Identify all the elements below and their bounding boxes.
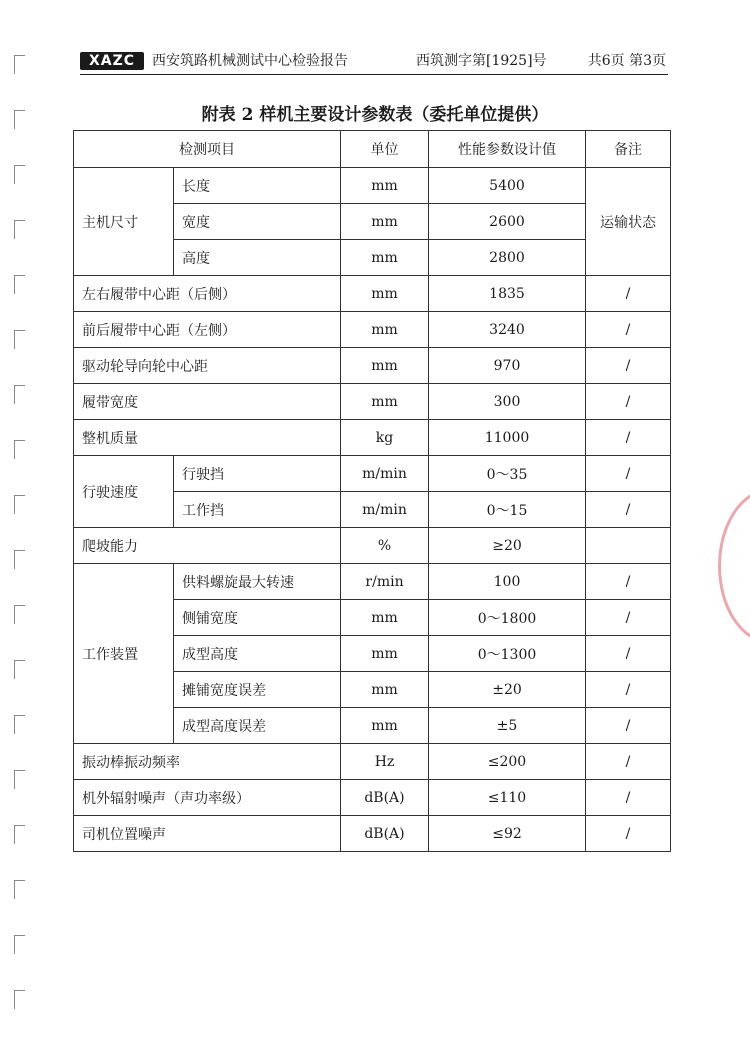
unit-cell: mm xyxy=(341,600,429,636)
binder-mark xyxy=(14,660,25,679)
unit-cell: m/min xyxy=(341,456,429,492)
table-row xyxy=(74,312,671,348)
item-cell: 供料螺旋最大转速 xyxy=(174,564,341,600)
table-header-row xyxy=(74,131,671,168)
item-cell: 高度 xyxy=(174,240,341,276)
value-cell: 0～35 xyxy=(429,456,586,492)
item-cell: 驱动轮导向轮中心距 xyxy=(74,348,341,384)
value-cell: 2800 xyxy=(429,240,586,276)
header-note: 备注 xyxy=(586,131,671,168)
table-title: 附表 2 样机主要设计参数表（委托单位提供） xyxy=(201,105,549,125)
group-cell: 工作装置 xyxy=(74,564,174,744)
unit-cell: mm xyxy=(341,708,429,744)
unit-cell: mm xyxy=(341,240,429,276)
table-row xyxy=(74,816,671,852)
item-cell: 宽度 xyxy=(174,204,341,240)
value-cell: ≥20 xyxy=(429,528,586,564)
unit-cell: mm xyxy=(341,348,429,384)
red-seal-stamp xyxy=(718,488,750,644)
unit-cell: mm xyxy=(341,276,429,312)
item-cell: 行驶挡 xyxy=(174,456,341,492)
note-cell: / xyxy=(586,600,671,636)
unit-cell: m/min xyxy=(341,492,429,528)
table-row xyxy=(74,348,671,384)
unit-cell: Hz xyxy=(341,744,429,780)
table-row xyxy=(74,528,671,564)
item-cell: 工作挡 xyxy=(174,492,341,528)
unit-cell: dB(A) xyxy=(341,816,429,852)
value-cell: ±5 xyxy=(429,708,586,744)
binder-mark xyxy=(14,825,25,844)
note-cell: / xyxy=(586,384,671,420)
binder-mark xyxy=(14,990,25,1009)
table-row xyxy=(74,564,671,600)
value-cell: 100 xyxy=(429,564,586,600)
binder-mark xyxy=(14,385,25,404)
item-cell: 爬坡能力 xyxy=(74,528,341,564)
unit-cell: dB(A) xyxy=(341,780,429,816)
note-cell: / xyxy=(586,348,671,384)
value-cell: 2600 xyxy=(429,204,586,240)
item-cell: 摊铺宽度误差 xyxy=(174,672,341,708)
binder-mark xyxy=(14,330,25,349)
report-header xyxy=(80,52,668,75)
item-cell: 侧铺宽度 xyxy=(174,600,341,636)
unit-cell: mm xyxy=(341,168,429,204)
note-cell: / xyxy=(586,636,671,672)
header-unit: 单位 xyxy=(341,131,429,168)
unit-cell: kg xyxy=(341,420,429,456)
binder-mark xyxy=(14,770,25,789)
value-cell: ≤110 xyxy=(429,780,586,816)
value-cell: ≤200 xyxy=(429,744,586,780)
binder-mark xyxy=(14,165,25,184)
note-cell: / xyxy=(586,564,671,600)
header-item: 检测项目 xyxy=(74,131,341,168)
report-number: 西筑测字第[1925]号 xyxy=(416,53,547,69)
table-row xyxy=(74,384,671,420)
note-cell: / xyxy=(586,420,671,456)
binder-mark xyxy=(14,880,25,899)
unit-cell: mm xyxy=(341,384,429,420)
unit-cell: mm xyxy=(341,204,429,240)
table-row xyxy=(74,420,671,456)
unit-cell: mm xyxy=(341,636,429,672)
group-cell: 行驶速度 xyxy=(74,456,174,528)
note-cell: / xyxy=(586,708,671,744)
value-cell: ±20 xyxy=(429,672,586,708)
item-cell: 成型高度误差 xyxy=(174,708,341,744)
value-cell: 300 xyxy=(429,384,586,420)
item-cell: 振动棒振动频率 xyxy=(74,744,341,780)
unit-cell: r/min xyxy=(341,564,429,600)
unit-cell: % xyxy=(341,528,429,564)
item-cell: 履带宽度 xyxy=(74,384,341,420)
note-cell: / xyxy=(586,744,671,780)
table-row xyxy=(74,456,671,492)
binder-mark xyxy=(14,275,25,294)
group-cell: 主机尺寸 xyxy=(74,168,174,276)
value-cell: 0～15 xyxy=(429,492,586,528)
binder-mark xyxy=(14,550,25,569)
note-cell: / xyxy=(586,672,671,708)
note-cell: / xyxy=(586,456,671,492)
item-cell: 左右履带中心距（后侧） xyxy=(74,276,341,312)
binder-mark xyxy=(14,495,25,514)
note-cell: / xyxy=(586,276,671,312)
item-cell: 司机位置噪声 xyxy=(74,816,341,852)
value-cell: 0～1300 xyxy=(429,636,586,672)
unit-cell: mm xyxy=(341,672,429,708)
header-value: 性能参数设计值 xyxy=(429,131,586,168)
note-cell: / xyxy=(586,780,671,816)
table-row xyxy=(74,780,671,816)
value-cell: 5400 xyxy=(429,168,586,204)
unit-cell: mm xyxy=(341,312,429,348)
binder-mark xyxy=(14,715,25,734)
item-cell: 机外辐射噪声（声功率级） xyxy=(74,780,341,816)
binder-mark xyxy=(14,605,25,624)
page-indicator: 共6页 第3页 xyxy=(587,53,666,69)
binder-mark xyxy=(14,55,25,74)
value-cell: 3240 xyxy=(429,312,586,348)
binder-mark xyxy=(14,220,25,239)
value-cell: ≤92 xyxy=(429,816,586,852)
table-row xyxy=(74,276,671,312)
org-name: 西安筑路机械测试中心检验报告 xyxy=(152,53,348,69)
item-cell: 整机质量 xyxy=(74,420,341,456)
value-cell: 0～1800 xyxy=(429,600,586,636)
table-row xyxy=(74,744,671,780)
item-cell: 前后履带中心距（左侧） xyxy=(74,312,341,348)
xazc-logo: XAZC xyxy=(80,52,144,70)
note-cell: 运输状态 xyxy=(586,168,671,276)
item-cell: 成型高度 xyxy=(174,636,341,672)
value-cell: 1835 xyxy=(429,276,586,312)
item-cell: 长度 xyxy=(174,168,341,204)
binder-mark xyxy=(14,935,25,954)
binder-mark xyxy=(14,440,25,459)
value-cell: 970 xyxy=(429,348,586,384)
note-cell: / xyxy=(586,492,671,528)
table-row xyxy=(74,168,671,204)
parameter-table xyxy=(73,130,671,852)
note-cell: / xyxy=(586,312,671,348)
note-cell xyxy=(586,528,671,564)
note-cell: / xyxy=(586,816,671,852)
value-cell: 11000 xyxy=(429,420,586,456)
